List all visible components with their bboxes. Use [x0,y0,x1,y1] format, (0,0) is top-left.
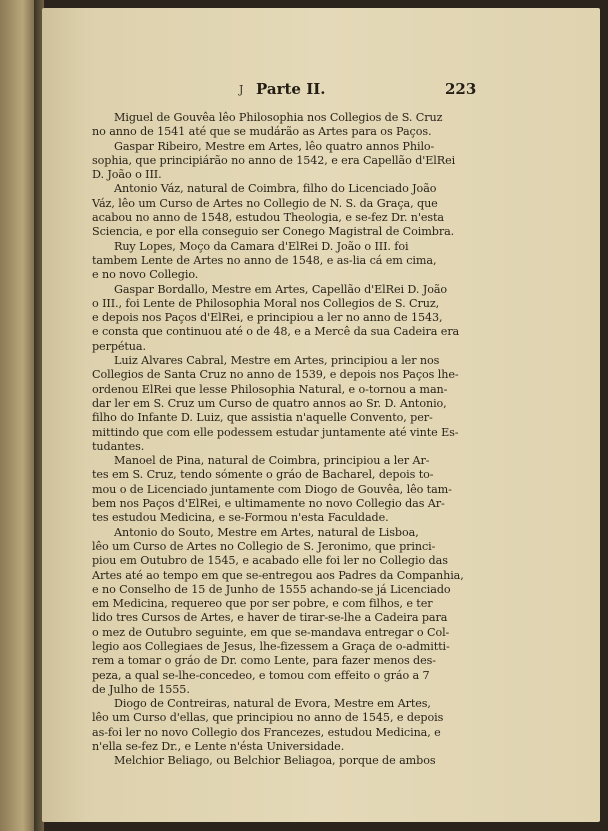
text-line: mou o de Licenciado juntamente com Diogo de Gouvêa, lêo tam- [92,482,452,496]
text-line: sophia, que principiárão no anno de 1542, e era Capellão d'ElRei [92,153,456,167]
page-number: 223 [445,80,477,98]
text-line: no anno de 1541 até que se mudárão as Artes para os Paços. [92,125,432,139]
text-line: Ruy Lopes, Moço da Camara d'ElRei D. João o III. foi [114,239,409,253]
text-line: perpétua. [92,339,146,353]
text-line: o III., foi Lente de Philosophia Moral nos Collegios de S. Cruz, [92,296,440,310]
text-line: Gaspar Bordallo, Mestre em Artes, Capellão d'ElRei D. João [114,282,448,296]
text-line: tambem Lente de Artes no anno de 1548, e as-lia cá em cima, [92,253,437,267]
text-line: Manoel de Pina, natural de Coimbra, principiou a ler Ar- [114,454,430,468]
text-line: em Medicina, requereo que por ser pobre, e com filhos, e ter [92,597,433,611]
text-line: acabou no anno de 1548, estudou Theologia, e se-fez Dr. n'esta [92,211,444,225]
text-line: Collegios de Santa Cruz no anno de 1539, e depois nos Paços lhe- [92,368,459,382]
text-line: de Julho de 1555. [92,682,190,696]
text-line: Luiz Alvares Cabral, Mestre em Artes, principiou a ler nos [114,354,440,368]
text-line: o mez de Outubro seguinte, em que se-mandava entregar o Col- [92,625,450,639]
text-line: lêo um Curso de Artes no Collegio de S. Jeronimo, que princi- [92,539,436,553]
text-line: tes estudou Medicina, e se-Formou n'esta Faculdade. [92,511,389,525]
running-title: Parte II. [256,80,326,98]
text-line: lido tres Cursos de Artes, e haver de tirar-se-lhe a Cadeira para [92,611,448,625]
text-line: dar ler em S. Cruz um Curso de quatro annos ao Sr. D. Antonio, [92,396,447,410]
text-line: lêo um Curso d'ellas, que principiou no anno de 1545, e depois [92,711,444,725]
text-line: rem a tomar o gráo de Dr. como Lente, para fazer menos des- [92,654,436,668]
text-line: as-foi ler no novo Collegio dos Francezes, estudou Medicina, e [92,725,441,739]
running-header [42,80,600,106]
text-line: bem nos Paços d'ElRei, e ultimamente no novo Collegio das Ar- [92,497,445,511]
text-line: Gaspar Ribeiro, Mestre em Artes, lêo quatro annos Philo- [114,139,435,153]
text-line: Diogo de Contreiras, natural de Evora, Mestre em Artes, [114,697,431,711]
text-line: e no Conselho de 15 de Junho de 1555 achando-se já Licenciado [92,582,451,596]
left-page-edge [0,0,38,831]
text-line: Antonio do Souto, Mestre em Artes, natural de Lisboa, [114,525,419,539]
text-line: Váz, lêo um Curso de Artes no Collegio de N. S. da Graça, que [92,196,438,210]
text-line: legio aos Collegiaes de Jesus, lhe-fizessem a Graça de o-admitti- [92,639,450,653]
text-line: Sciencia, e por ella conseguio ser Conego Magistral de Coimbra. [92,225,455,239]
text-line: filho do Infante D. Luiz, que assistia n'aquelle Convento, per- [92,411,433,425]
text-line: mittindo que com elle podessem estudar juntamente até vinte Es- [92,425,459,439]
book-page [42,8,600,822]
text-line: Miguel de Gouvêa lêo Philosophia nos Collegios de S. Cruz [114,111,443,124]
text-line: n'ella se-fez Dr., e Lente n'ésta Universidade. [92,740,345,754]
text-line: Melchior Beliago, ou Belchior Beliagoa, porque de ambos [114,754,436,768]
text-line: Antonio Váz, natural de Coimbra, filho do Licenciado João [114,182,437,196]
text-line: piou em Outubro de 1545, e acabado elle foi ler no Collegio das [92,554,448,568]
header-mark: J [239,83,244,96]
text-line: tes em S. Cruz, tendo sómente o gráo de Bacharel, depois to- [92,468,434,482]
text-line: Artes até ao tempo em que se-entregou aos Padres da Companhia, [92,568,464,582]
text-line: e consta que continuou até o de 48, e a Mercê da sua Cadeira era [92,325,460,339]
text-line: peza, a qual se-lhe-concedeo, e tomou com effeito o gráo a 7 [92,668,430,682]
body-text [92,111,502,769]
text-line: e no novo Collegio. [92,268,199,282]
text-line: e depois nos Paços d'ElRei, e principiou a ler no anno de 1543, [92,311,443,325]
text-line: ordenou ElRei que lesse Philosophia Natural, e o-tornou a man- [92,382,448,396]
text-line: D. João o III. [92,168,162,182]
text-line: tudantes. [92,439,145,453]
